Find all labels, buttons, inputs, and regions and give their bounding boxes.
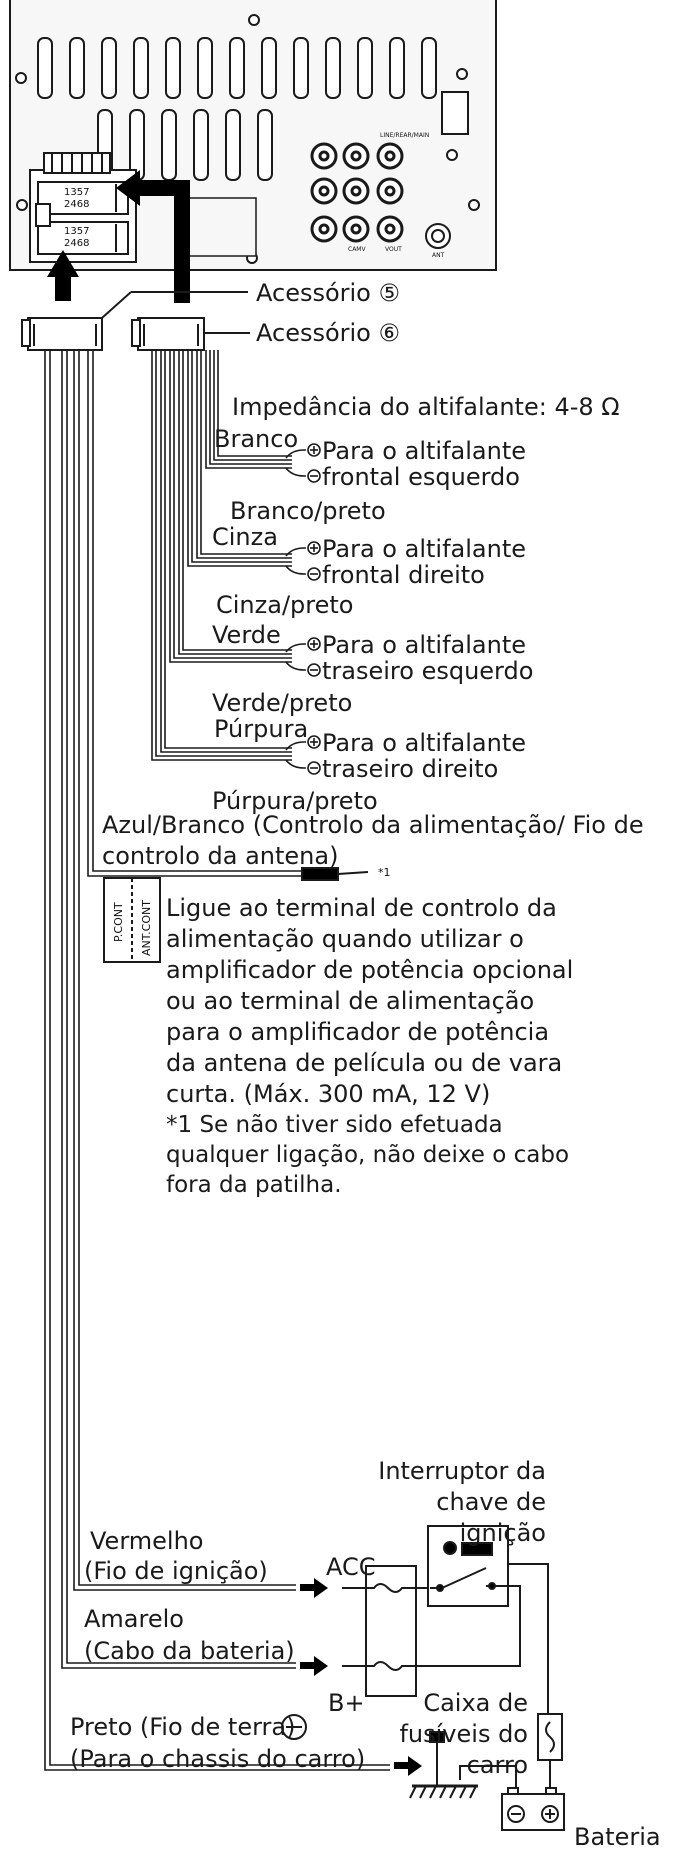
speaker-3-pos-color: Verde (212, 621, 281, 649)
speaker-2-line1: Para o altifalante (322, 535, 526, 563)
pins-top-1: 1357 (64, 187, 90, 198)
accessory-6-label: Acessório ⑥ (256, 319, 401, 347)
fuse-panel (342, 1566, 430, 1696)
speaker-4-neg-color: Púrpura/preto (212, 787, 378, 815)
blue-wire-label: Azul/Branco (Controlo da alimentação/ Fio de controlo da antena) (102, 811, 644, 870)
yellow-wire-name: Amarelo (84, 1605, 184, 1633)
speaker-3-line1: Para o altifalante (322, 631, 526, 659)
red-wire-desc: (Fio de ignição) (84, 1557, 268, 1585)
speaker-3-line2: traseiro esquerdo (322, 657, 534, 685)
speaker-1-line1: Para o altifalante (322, 437, 526, 465)
cam-label: CAMV (348, 246, 366, 253)
black-wire-name: Preto (Fio de terra) (70, 1713, 296, 1741)
ext-label: LINE/REAR/MAIN (380, 132, 430, 139)
speaker-4-line1: Para o altifalante (322, 729, 526, 757)
pins-bottom-1: 2468 (64, 199, 90, 210)
fuse-box-label: Caixa de fusíveis do carro (399, 1689, 528, 1779)
speaker-4-line2: traseiro direito (322, 755, 499, 783)
aout-label: VOUT (385, 246, 402, 253)
bplus-label: B+ (328, 1689, 365, 1717)
pins-top-2: 1357 (64, 226, 90, 237)
connector-accessory-6 (132, 318, 204, 350)
black-wire-desc: (Para o chassis do carro) (70, 1745, 366, 1773)
red-wire-name: Vermelho (90, 1527, 204, 1555)
ant-label: ANT (432, 252, 445, 259)
blue-wire-footnote: *1 Se não tiver sido efetuada qualquer ligação, não deixe o cabo fora da patilha. (166, 1112, 570, 1198)
connector-accessory-5 (22, 318, 102, 350)
pins-bottom-2: 2468 (64, 238, 90, 249)
speaker-1-line2: frontal esquerdo (322, 463, 520, 491)
speaker-3-neg-color: Verde/preto (212, 689, 353, 717)
speaker-4-pos-color: Púrpura (214, 715, 309, 743)
speaker-1-pos-color: Branco (214, 425, 299, 453)
speaker-1-neg-color: Branco/preto (230, 497, 386, 525)
car-fuse (538, 1714, 562, 1760)
battery-symbol (502, 1788, 564, 1830)
antcont-label: ANT.CONT (140, 900, 153, 956)
ignition-switch-label: Interruptor da chave de ignição (378, 1457, 546, 1547)
impedance-label: Impedância do altifalante: 4-8 Ω (232, 393, 620, 421)
battery-label: Bateria (574, 1823, 661, 1851)
yellow-wire-desc: (Cabo da bateria) (84, 1637, 295, 1665)
speaker-2-pos-color: Cinza (212, 523, 278, 551)
blue-wire-ref: *1 (378, 866, 391, 879)
blue-wire-description: Ligue ao terminal de controlo da alimentação quando utilizar o amplificador de potência opcional ou ao terminal de alimentação para o amplificador de potência da antena de película ou de vara curta. (Máx. 300 mA, 12 V) (166, 894, 574, 1108)
pcont-label: P.CONT (112, 902, 125, 942)
acc-label: ACC (326, 1553, 376, 1581)
accessory-5-label: Acessório ⑤ (256, 279, 401, 307)
speaker-2-line2: frontal direito (322, 561, 485, 589)
speaker-2-neg-color: Cinza/preto (216, 591, 354, 619)
